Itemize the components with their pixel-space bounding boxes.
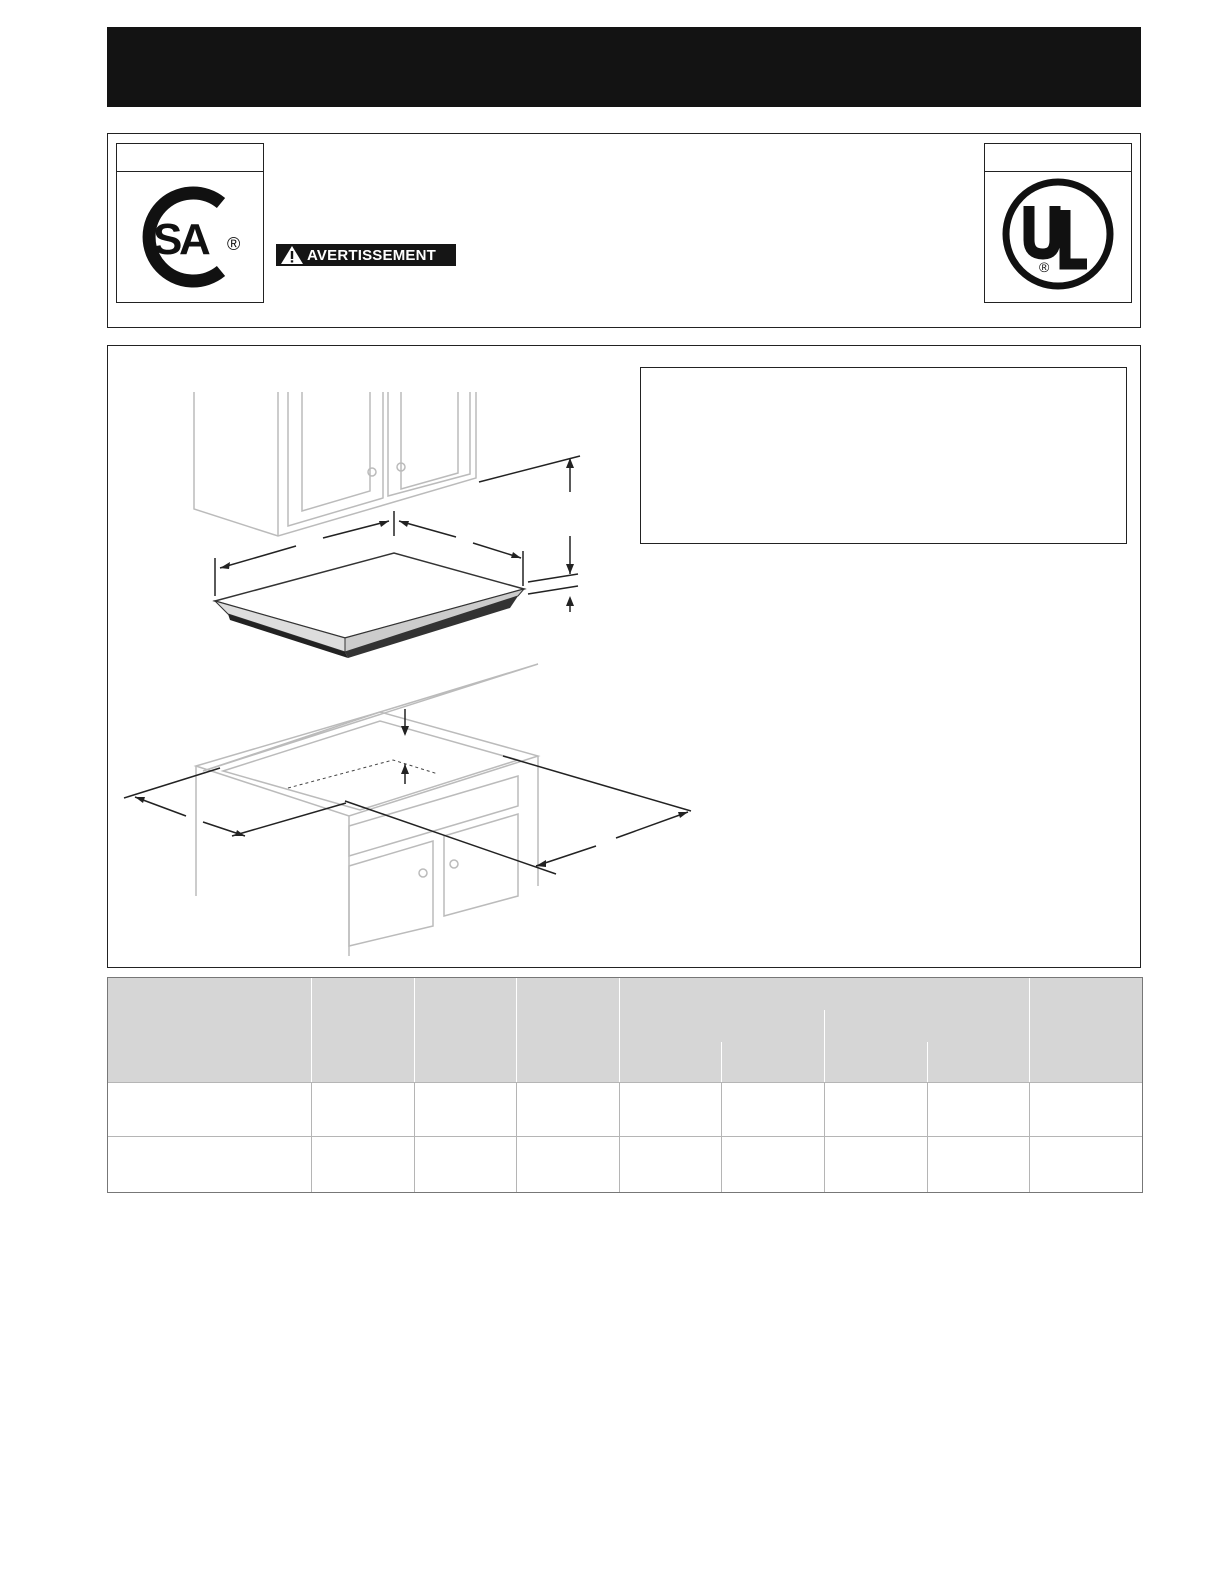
svg-text:®: ® — [227, 234, 241, 254]
warning-triangle-icon — [280, 245, 304, 265]
installation-diagram-panel — [107, 345, 1141, 968]
base-cabinet — [196, 664, 538, 956]
certification-panel — [107, 133, 1141, 328]
wall-cabinet — [194, 392, 476, 536]
ul-logo-icon — [985, 172, 1131, 302]
header-bar — [107, 27, 1141, 107]
ul-logo-frame — [984, 143, 1132, 303]
csa-logo-icon — [117, 172, 263, 302]
svg-text:®: ® — [1039, 259, 1050, 275]
table-row — [108, 1137, 1142, 1190]
csa-logo-frame — [116, 143, 264, 303]
table-row — [108, 1083, 1142, 1136]
table-header-row — [108, 978, 1142, 1082]
cooktop-unit — [215, 553, 524, 658]
svg-text:S: S — [153, 215, 183, 264]
warning-label: AVERTISSEMENT — [307, 246, 437, 264]
specification-table — [107, 977, 1143, 1193]
arrowheads — [135, 458, 688, 867]
note-box — [640, 367, 1127, 544]
svg-text:A: A — [179, 215, 211, 264]
warning-tag — [276, 244, 456, 266]
cutout-outline — [288, 760, 438, 788]
